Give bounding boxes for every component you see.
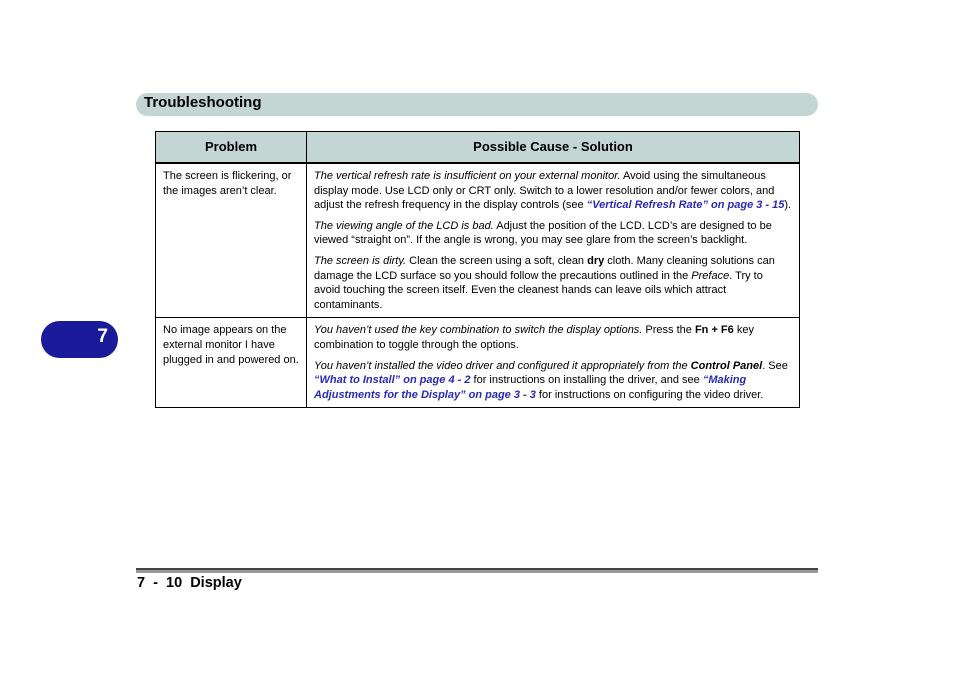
solution-text: for instructions on installing the driver, and see [470, 374, 703, 387]
cause-text: The viewing angle of the LCD is bad. [314, 219, 494, 232]
solution-paragraph [314, 359, 792, 403]
solution-text: . Try to avoid touching the screen itself. Even the cleanest hands can leave oils which attract contaminants. [314, 269, 763, 311]
footer-divider [136, 568, 818, 573]
column-header-problem: Problem [156, 132, 307, 164]
solution-text: Avoid using the simultaneous display mode. Use LCD only or CRT only. Switch to a lower resolution and/or fewer colors, and adjust the refresh frequency in the display controls (see [314, 170, 775, 212]
solution-paragraph [314, 169, 792, 213]
solution-cell [307, 318, 800, 408]
chapter-tab [41, 321, 118, 358]
column-header-solution: Possible Cause - Solution [307, 132, 800, 164]
table-row [156, 318, 800, 408]
cross-reference-link[interactable]: “Vertical Refresh Rate” on page 3 - 15 [586, 199, 785, 212]
solution-paragraph [314, 323, 792, 352]
solution-text: ). [784, 199, 792, 212]
cause-text: You haven’t installed the video driver and configured it appropriately from the [314, 359, 691, 372]
cause-text: The screen is dirty. [314, 254, 407, 267]
page-footer: 7 - 10 Display [137, 575, 242, 591]
key-combination: Fn + F6 [694, 324, 734, 337]
section-title: Troubleshooting [144, 94, 262, 111]
solution-text: for instructions on configuring the video driver. [535, 388, 764, 401]
problem-cell: The screen is flickering, or the images aren’t clear. [156, 163, 307, 318]
solution-text: cloth. Many cleaning solutions can damage the LCD surface so you should follow the precautions outlined in the [314, 254, 775, 282]
table-row [156, 163, 800, 318]
solution-text: Adjust the position of the LCD. LCD’s are designed to be viewed “straight on”. If the angle is wrong, you may see glare from the screen’s backlight. [314, 219, 772, 247]
cause-text: You haven’t used the key combination to switch the display options. [314, 324, 643, 337]
cross-reference-link[interactable]: “What to Install” on page 4 - 2 [314, 374, 471, 387]
chapter-number: 7 [97, 326, 108, 347]
solution-text: Clean the screen using a soft, clean [406, 254, 588, 267]
emphasis-text: Preface [691, 269, 730, 282]
cause-text: The vertical refresh rate is insufficient on your external monitor. [314, 170, 621, 182]
section-header-bar [136, 93, 818, 116]
solution-text: key combination to toggle through the options. [314, 324, 754, 351]
emphasis-text: dry [587, 254, 605, 267]
troubleshooting-table [155, 131, 800, 408]
solution-cell [307, 163, 800, 318]
cross-reference-link[interactable]: “Making Adjustments for the Display” on page 3 - 3 [314, 374, 747, 401]
solution-paragraph [314, 254, 792, 312]
solution-text: . See [762, 359, 788, 372]
problem-cell: No image appears on the external monitor I have plugged in and powered on. [156, 318, 307, 408]
emphasis-text: Control Panel [690, 359, 763, 372]
solution-paragraph [314, 219, 792, 248]
solution-text: Press the [642, 324, 695, 337]
table-header-row [156, 132, 800, 164]
